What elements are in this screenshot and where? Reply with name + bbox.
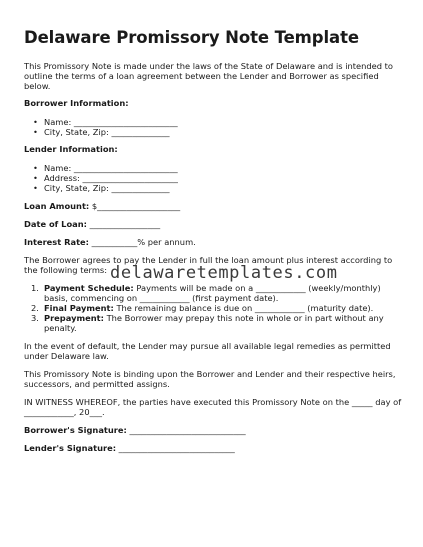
borrower-signature-value: ____________________________ xyxy=(126,425,246,435)
lender-address-field: Address: _______________________ xyxy=(44,173,178,183)
repay-line-2: the following terms: xyxy=(24,265,108,275)
lender-signature-value: ____________________________ xyxy=(116,443,235,453)
bullet: • xyxy=(33,163,38,173)
interest-rate-value: ___________% per annum. xyxy=(89,237,196,247)
bullet: • xyxy=(33,127,38,137)
borrower-heading: Borrower Information: xyxy=(24,98,129,108)
bullet: • xyxy=(33,183,38,193)
term-payment-schedule xyxy=(44,283,381,293)
term-continuation: penalty. xyxy=(44,323,77,333)
term-prepayment xyxy=(44,313,384,323)
bullet: • xyxy=(33,173,38,183)
interest-rate-line xyxy=(24,237,196,247)
term-text: Payments will be made on a ____________ (weekly/monthly) xyxy=(133,283,381,293)
term-continuation: basis, commencing on ____________ (first payment date). xyxy=(44,293,279,303)
lender-signature-label: Lender's Signature: xyxy=(24,443,117,453)
default-line-1: In the event of default, the Lender may pursue all available legal remedies as permitted xyxy=(24,341,391,351)
term-label: Payment Schedule: xyxy=(44,283,134,293)
date-of-loan-value: _________________ xyxy=(86,219,161,229)
term-label: Final Payment: xyxy=(44,303,114,313)
borrower-city-field: City, State, Zip: ______________ xyxy=(44,127,170,137)
term-text: The remaining balance is due on ____________ (maturity date). xyxy=(113,303,374,313)
date-of-loan-label: Date of Loan: xyxy=(24,219,87,229)
date-of-loan-line xyxy=(24,219,160,229)
term-final-payment xyxy=(44,303,373,313)
loan-amount-value: $____________________ xyxy=(89,201,181,211)
lender-city-field: City, State, Zip: ______________ xyxy=(44,183,170,193)
term-number: 3. xyxy=(31,313,39,323)
term-number: 2. xyxy=(31,303,39,313)
binding-line-2: successors, and permitted assigns. xyxy=(24,379,170,389)
binding-line-1: This Promissory Note is binding upon the Borrower and Lender and their respective heirs, xyxy=(24,369,396,379)
default-line-2: under Delaware law. xyxy=(24,351,109,361)
borrower-signature-line xyxy=(24,425,246,435)
interest-rate-label: Interest Rate: xyxy=(24,237,89,247)
lender-name-field: Name: _________________________ xyxy=(44,163,178,173)
borrower-name-field: Name: _________________________ xyxy=(44,117,178,127)
repay-line-1: The Borrower agrees to pay the Lender in full the loan amount plus interest according to xyxy=(24,255,393,265)
document-title: Delaware Promissory Note Template xyxy=(24,28,359,47)
lender-signature-line xyxy=(24,443,235,453)
witness-line-2: ____________, 20___. xyxy=(24,407,105,417)
intro-line-1: This Promissory Note is made under the laws of the State of Delaware and is intended to xyxy=(24,61,394,71)
watermark: delawaretemplates.com xyxy=(110,263,338,283)
lender-heading: Lender Information: xyxy=(24,144,118,154)
borrower-signature-label: Borrower's Signature: xyxy=(24,425,127,435)
intro-line-2: outline the terms of a loan agreement between the Lender and Borrower as specified xyxy=(24,71,379,81)
loan-amount-label: Loan Amount: xyxy=(24,201,90,211)
bullet: • xyxy=(33,117,38,127)
term-number: 1. xyxy=(31,283,39,293)
loan-amount-line xyxy=(24,201,180,211)
term-label: Prepayment: xyxy=(44,313,104,323)
intro-line-3: below. xyxy=(24,81,51,91)
term-text: The Borrower may prepay this note in whole or in part without any xyxy=(103,313,384,323)
witness-line-1: IN WITNESS WHEREOF, the parties have executed this Promissory Note on the _____ day of xyxy=(24,397,402,407)
